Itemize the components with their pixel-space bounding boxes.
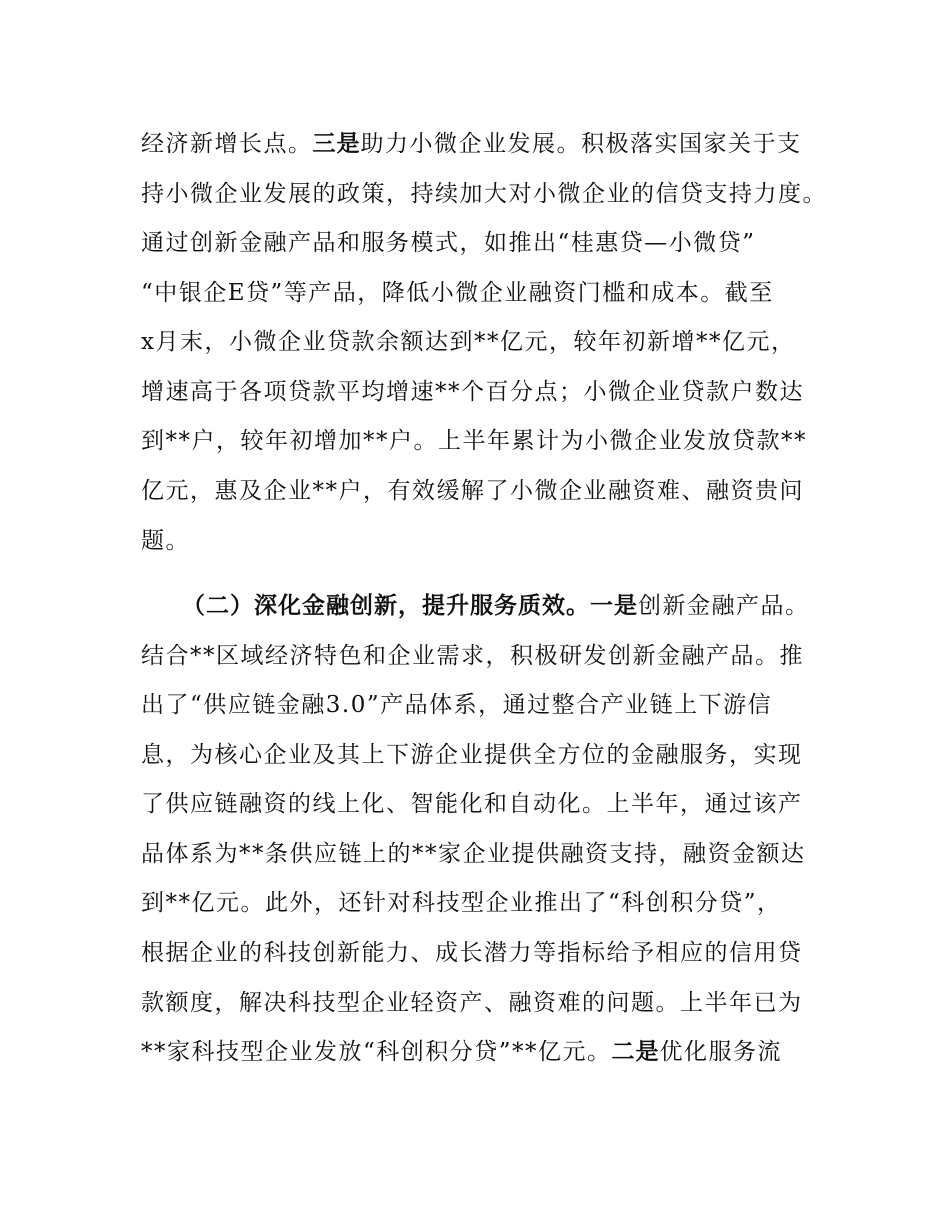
paragraph-line: [141, 521, 190, 561]
paragraph-line: [141, 636, 804, 676]
text-run: 经济新增长点。: [141, 131, 313, 157]
text-run: 增速高于各项贷款平均增速**个百分点；小微企业贷款户数达: [141, 379, 804, 405]
section-heading-line: [182, 586, 810, 626]
paragraph-line: [141, 174, 827, 214]
paragraph-line: [141, 322, 795, 362]
emphasis-run: 一是: [590, 593, 638, 619]
text-run: 到**亿元。此外，还针对科技型企业推出了“科创积分贷”，: [141, 890, 782, 916]
paragraph-line: [141, 983, 803, 1023]
paragraph-line: [141, 834, 806, 874]
paragraph-line: [141, 471, 804, 511]
text-run: 根据企业的科技创新能力、成长潜力等指标给予相应的信用贷: [141, 940, 803, 966]
text-run: 题。: [141, 528, 190, 554]
text-run: **家科技型企业发放“科创积分贷”**亿元。: [141, 1039, 612, 1065]
paragraph-line: [141, 1032, 782, 1072]
text-run: 品体系为**条供应链上的**家企业提供融资支持，融资金额达: [141, 841, 806, 867]
text-run: 到**户，较年初增加**户。上半年累计为小微企业发放贷款**: [141, 428, 807, 454]
text-run: 优化服务流: [659, 1039, 783, 1065]
paragraph-line: [141, 933, 803, 973]
paragraph-line: [141, 124, 802, 164]
paragraph-line: [141, 784, 803, 824]
text-run: 了供应链融资的线上化、智能化和自动化。上半年，通过该产: [141, 791, 803, 817]
text-run: 出了“供应链金融3.0”产品体系，通过整合产业链上下游信: [141, 692, 773, 718]
text-run: x月末，小微企业贷款余额达到**亿元，较年初新增**亿元，: [141, 329, 796, 355]
paragraph-line: [141, 223, 756, 263]
section-heading: （二）深化金融创新，提升服务质效。: [182, 593, 590, 619]
emphasis-run: 二是: [611, 1039, 660, 1065]
text-run: 结合**区域经济特色和企业需求，积极研发创新金融产品。推: [141, 643, 804, 669]
text-run: 持小微企业发展的政策，持续加大对小微企业的信贷支持力度。: [141, 181, 827, 207]
paragraph-line: [141, 883, 782, 923]
paragraph-line: [141, 421, 807, 461]
paragraph-line: [141, 372, 804, 412]
text-run: “中银企E贷”等产品，降低小微企业融资门槛和成本。截至: [141, 280, 774, 306]
paragraph-line: [141, 735, 803, 775]
text-run: 息，为核心企业及其上下游企业提供全方位的金融服务，实现: [141, 742, 803, 768]
paragraph-line: [141, 273, 774, 313]
text-run: 款额度，解决科技型企业轻资产、融资难的问题。上半年已为: [141, 990, 803, 1016]
text-run: 创新金融产品。: [638, 593, 810, 619]
text-run: 通过创新金融产品和服务模式，如推出“桂惠贷—小微贷”: [141, 230, 756, 256]
text-run: 亿元，惠及企业**户，有效缓解了小微企业融资难、融资贵问: [141, 478, 804, 504]
text-run: 助力小微企业发展。积极落实国家关于支: [360, 131, 802, 157]
emphasis-run: 三是: [312, 131, 361, 157]
paragraph-line: [141, 685, 772, 725]
